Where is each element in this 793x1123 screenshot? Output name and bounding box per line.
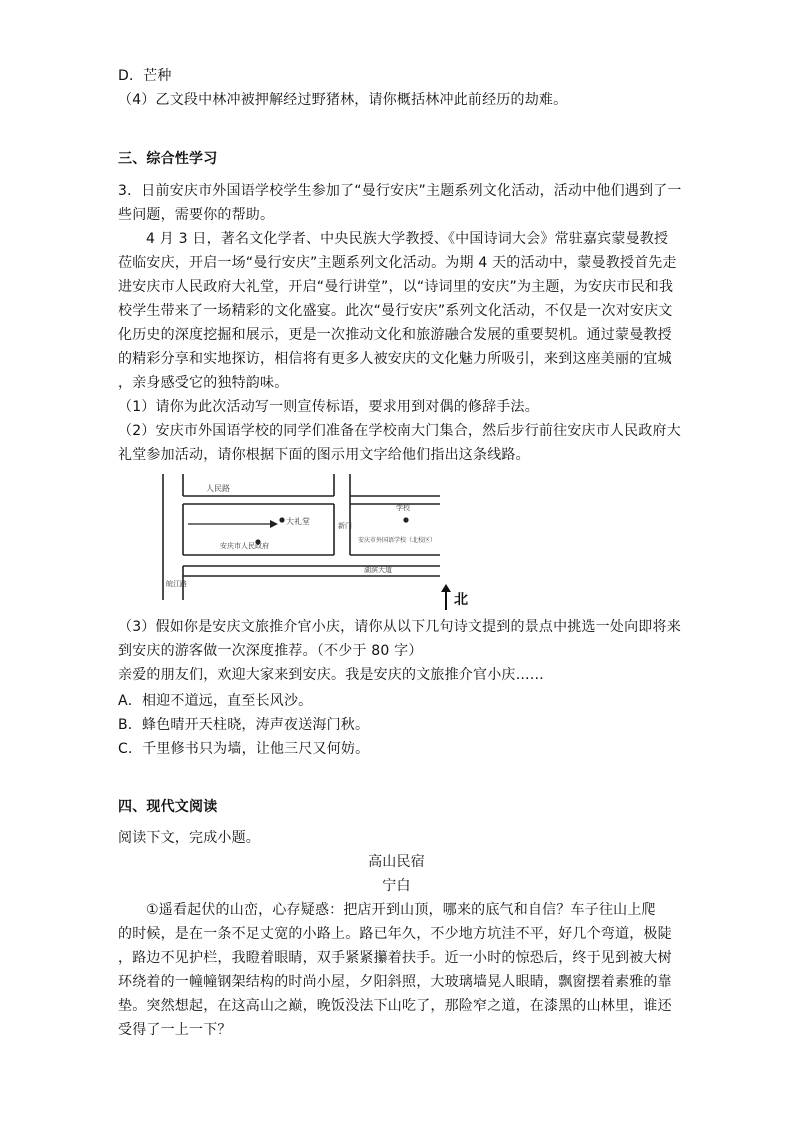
passage-line-7: ，亲身感受它的独特韵味。 xyxy=(118,375,289,391)
article-title: 高山民宿 xyxy=(368,854,425,870)
subquestion-3-line-3: 亲爱的朋友们，欢迎大家来到安庆。我是安庆的文旅推介官小庆…… xyxy=(118,667,544,683)
option-b: B．蜂色晴开天柱晓，涛声夜送海门秋。 xyxy=(118,717,370,733)
route-map xyxy=(158,468,448,608)
north-label: 北 xyxy=(454,592,468,608)
option-a: A．相迎不道远，直至长风沙。 xyxy=(118,693,313,709)
section-heading-3: 三、综合性学习 xyxy=(118,151,218,167)
subquestion-2-line-1: （2）安庆市外国语学校的同学们准备在学校南大门集合，然后步行前往安庆市人民政府大 xyxy=(118,423,681,439)
article-line-6: 受得了一上一下？ xyxy=(118,1022,232,1038)
auditorium-marker xyxy=(279,517,284,522)
school-label: 安庆市外国语学校（北校区） xyxy=(358,537,437,544)
government-label: 安庆市人民政府 xyxy=(220,542,269,550)
auditorium-label: 大礼堂 xyxy=(286,517,310,526)
road-top-label: 人民路 xyxy=(206,484,230,493)
article-line-1: ①遥看起伏的山峦，心存疑惑：把店开到山顶，哪来的底气和自信？车子往山上爬 xyxy=(146,902,656,918)
question-4: （4）乙文段中林冲被押解经过野猪林，请你概括林冲此前经历的劫难。 xyxy=(118,92,568,108)
subquestion-3-line-2: 到安庆的游客做一次深度推荐。（不少于 80 字） xyxy=(118,643,423,659)
road-bottom-label: 湖滨大道 xyxy=(364,566,392,574)
passage-line-1: 4 月 3 日，著名文化学者、中央民族大学教授、《中国诗词大会》常驻嘉宾蒙曼教授 xyxy=(146,231,669,247)
option-d: D．芒种 xyxy=(118,68,172,84)
section-heading-4: 四、现代文阅读 xyxy=(118,799,218,815)
passage-line-5: 化历史的深度挖掘和展示，更是一次推动文化和旅游融合发展的重要契机。通过蒙曼教授 xyxy=(118,327,672,343)
subquestion-3-line-1: （3）假如你是安庆文旅推介官小庆，请你从以下几句诗文提到的景点中挑选一处向即将来 xyxy=(118,619,681,635)
article-author: 宁白 xyxy=(382,878,411,894)
passage-line-3: 进安庆市人民政府大礼堂，开启“曼行讲堂”，以“诗词里的安庆”为主题，为安庆市民和我 xyxy=(118,279,674,295)
road-middle-label: 新门 xyxy=(338,522,352,530)
option-c: C．千里修书只为墙，让他三尺又何妨。 xyxy=(118,741,370,757)
road-left-label: 皖江路 xyxy=(166,580,187,588)
reading-instruction: 阅读下文，完成小题。 xyxy=(118,830,260,846)
route-map-drawing xyxy=(158,468,448,608)
north-indicator xyxy=(440,582,470,616)
question-3-intro-2: 些问题，需要你的帮助。 xyxy=(118,207,275,223)
north-arrow-icon xyxy=(440,582,470,612)
article-line-5: 垫。突然想起，在这高山之巅，晚饭没法下山吃了，那险窄之道，在漆黑的山林里，谁还 xyxy=(118,998,672,1014)
question-3-intro-1: 3．日前安庆市外国语学校学生参加了“曼行安庆”主题系列文化活动，活动中他们遇到了一 xyxy=(118,183,682,199)
article-line-4: 环绕着的一幢幢钢架结构的时尚小屋，夕阳斜照，大玻璃墙晃人眼睛，飘窗摆着素雅的靠 xyxy=(118,974,672,990)
subquestion-2-line-2: 礼堂参加活动，请你根据下面的图示用文字给他们指出这条线路。 xyxy=(118,447,530,463)
article-line-2: 的时候，是在一条不足丈宽的小路上。路已年久，不少地方坑洼不平，好几个弯道，极陡 xyxy=(118,926,672,942)
subquestion-1: （1）请你为此次活动写一则宣传标语，要求用到对偶的修辞手法。 xyxy=(118,399,539,415)
passage-line-2: 莅临安庆，开启一场“曼行安庆”主题系列文化活动。为期 4 天的活动中，蒙曼教授首先走 xyxy=(118,255,677,271)
school-top-label: 学校 xyxy=(396,504,410,512)
passage-line-6: 的精彩分享和实地探访，相信将有更多人被安庆的文化魅力所吸引，来到这座美丽的宜城 xyxy=(118,351,672,367)
school-marker xyxy=(403,517,408,522)
article-line-3: ，路边不见护栏，我瞪着眼睛，双手紧紧攥着扶手。近一小时的惊恐后，终于见到被大树 xyxy=(118,950,672,966)
passage-line-4: 校学生带来了一场精彩的文化盛宴。此次“曼行安庆”系列文化活动，不仅是一次对安庆文 xyxy=(118,303,673,319)
